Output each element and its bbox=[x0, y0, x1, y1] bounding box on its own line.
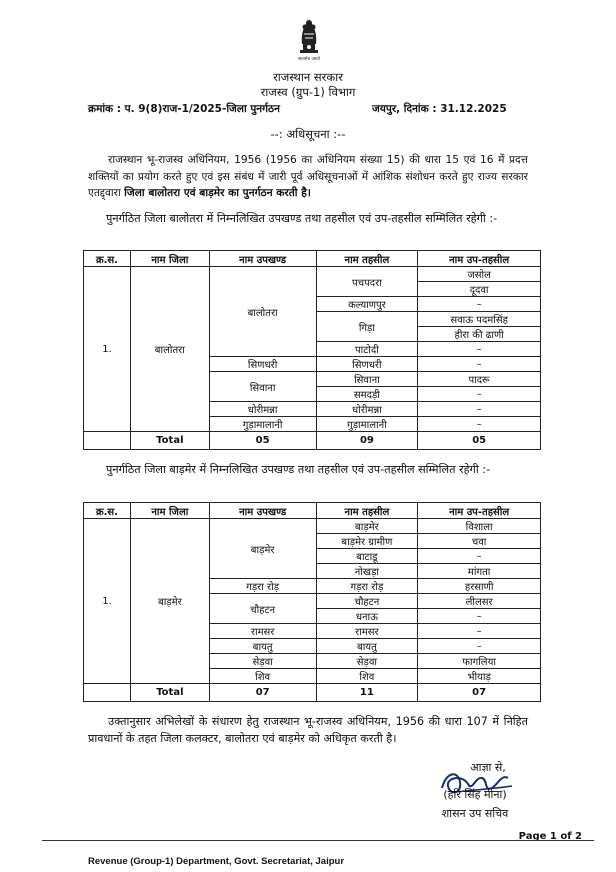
tehsil-cell: गिड़ा bbox=[316, 312, 418, 342]
subtehsil-cell: मांगता bbox=[418, 564, 541, 579]
notification-title: --: अधिसूचना :-- bbox=[270, 127, 346, 141]
tehsil-cell: बाटाडू bbox=[316, 549, 418, 564]
col-header: नाम उप-तहसील bbox=[418, 251, 541, 267]
place-date: जयपुर, दिनांक : 31.12.2025 bbox=[372, 103, 507, 115]
footer-divider bbox=[42, 840, 594, 841]
tehsil-cell: धोरीमन्ना bbox=[316, 402, 418, 417]
subtehsil-cell: विशाला bbox=[418, 519, 541, 534]
tehsil-cell: पचपदरा bbox=[316, 267, 418, 297]
subtehsil-cell: – bbox=[418, 639, 541, 654]
subtehsil-cell: दूदवा bbox=[418, 282, 541, 297]
table-balotra bbox=[83, 250, 541, 450]
subtehsil-cell: भीयाड़ bbox=[418, 669, 541, 684]
subdivision-cell: रामसर bbox=[209, 624, 316, 639]
tehsil-cell: बाड़मेर ग्रामीण bbox=[316, 534, 418, 549]
reference-number: क्रमांक : प. 9(8)राज-1/2025-जिला पुनर्गठन bbox=[88, 103, 280, 115]
col-header: नाम उपखण्ड bbox=[209, 251, 316, 267]
col-header: नाम जिला bbox=[130, 503, 209, 519]
tehsil-cell: रामसर bbox=[316, 624, 418, 639]
government-name: राजस्थान सरकार bbox=[273, 70, 343, 84]
subtehsil-cell: पादरू bbox=[418, 372, 541, 387]
subdivision-cell: सेड़वा bbox=[209, 654, 316, 669]
total-subdivisions: 05 bbox=[209, 432, 316, 450]
total-tehsils: 09 bbox=[316, 432, 418, 450]
subtehsil-cell: – bbox=[418, 357, 541, 372]
subtehsil-cell: – bbox=[418, 402, 541, 417]
subdivision-cell: धोरीमन्ना bbox=[209, 402, 316, 417]
tehsil-cell: धनाऊ bbox=[316, 609, 418, 624]
subdivision-cell: शिव bbox=[209, 669, 316, 684]
subtehsil-cell: लीलसर bbox=[418, 594, 541, 609]
preamble-bold: जिला बालोतरा एवं बाड़मेर का पुनर्गठन करती है। bbox=[124, 187, 311, 199]
total-blank bbox=[84, 684, 131, 702]
tehsil-cell: कल्याणपुर bbox=[316, 297, 418, 312]
col-header: क्र.स. bbox=[84, 503, 131, 519]
subtehsil-cell: – bbox=[418, 624, 541, 639]
subdivision-cell: बाड़मेर bbox=[209, 519, 316, 579]
by-order: आज्ञा से, bbox=[470, 761, 506, 774]
preamble-text: राजस्थान भू-राजस्व अधिनियम, 1956 (1956 का अधिनियम संख्या 15) की धारा 15 एवं 16 में प्रदत्त शक्तियों का प्रयोग करते हुए एवं इस संबंध में जारी पूर्व अधिसूचनाओं में आंशिक संशोधन करते हुए राज्य सरकार एतद्द्वारा bbox=[88, 154, 528, 199]
table1-intro: पुनर्गठित जिला बालोतरा में निम्नलिखित उपखण्ड तथा तहसील एवं उप-तहसील सम्मिलित रहेगी :- bbox=[106, 212, 498, 225]
subtehsil-cell: – bbox=[418, 387, 541, 402]
total-label: Total bbox=[130, 684, 209, 702]
col-header: नाम उप-तहसील bbox=[418, 503, 541, 519]
total-subtehsils: 07 bbox=[418, 684, 541, 702]
subtehsil-cell: फागलिया bbox=[418, 654, 541, 669]
page-number: Page 1 of 2 bbox=[518, 831, 582, 842]
department-name: राजस्व (ग्रुप-1) विभाग bbox=[260, 85, 356, 99]
subtehsil-cell: – bbox=[418, 417, 541, 432]
subdivision-cell: गुड़ामालानी bbox=[209, 417, 316, 432]
total-subdivisions: 07 bbox=[209, 684, 316, 702]
signatory-name: (हरि सिंह मीना) bbox=[443, 788, 507, 801]
footer-text: Revenue (Group-1) Department, Govt. Secretariat, Jaipur bbox=[88, 856, 345, 867]
serial-cell: 1. bbox=[84, 519, 131, 684]
tehsil-cell: चौहटन bbox=[316, 594, 418, 609]
tehsil-cell: समदड़ी bbox=[316, 387, 418, 402]
subdivision-cell: बायतु bbox=[209, 639, 316, 654]
subtehsil-cell: – bbox=[418, 342, 541, 357]
total-blank bbox=[84, 432, 131, 450]
table-barmer bbox=[83, 502, 541, 702]
subtehsil-cell: हरसाणी bbox=[418, 579, 541, 594]
svg-text:सत्यमेव जयते: सत्यमेव जयते bbox=[297, 57, 321, 62]
district-cell: बालोतरा bbox=[130, 267, 209, 432]
tehsil-cell: गड़रा रोड़ bbox=[316, 579, 418, 594]
subdivision-cell: सिवाना bbox=[209, 372, 316, 402]
tehsil-cell: सिवाना bbox=[316, 372, 418, 387]
subtehsil-cell: – bbox=[418, 297, 541, 312]
ashoka-emblem-icon bbox=[289, 14, 329, 62]
table2-intro: पुनर्गठित जिला बाड़मेर में निम्नलिखित उपखण्ड तथा तहसील एवं उप-तहसील सम्मिलित रहेगी :- bbox=[106, 463, 491, 476]
col-header: नाम उपखण्ड bbox=[209, 503, 316, 519]
col-header: नाम जिला bbox=[130, 251, 209, 267]
tehsil-cell: बाड़मेर bbox=[316, 519, 418, 534]
subtehsil-cell: चवा bbox=[418, 534, 541, 549]
preamble-paragraph bbox=[88, 152, 528, 202]
subdivision-cell: गड़रा रोड़ bbox=[209, 579, 316, 594]
total-tehsils: 11 bbox=[316, 684, 418, 702]
district-cell: बाड़मेर bbox=[130, 519, 209, 684]
col-header: नाम तहसील bbox=[316, 503, 418, 519]
subdivision-cell: बालोतरा bbox=[209, 267, 316, 357]
col-header: क्र.स. bbox=[84, 251, 131, 267]
closing-paragraph: उक्तानुसार अभिलेखों के संधारण हेतु राजस्थान भू-राजस्व अधिनियम, 1956 की धारा 107 में निहित प्रावधानों के तहत जिला कलक्टर, बालोतरा एवं बाड़मेर को अधिकृत करती है। bbox=[88, 715, 528, 745]
subtehsil-cell: – bbox=[418, 549, 541, 564]
subtehsil-cell: हीरा की ढाणी bbox=[418, 327, 541, 342]
total-label: Total bbox=[130, 432, 209, 450]
tehsil-cell: सिणधरी bbox=[316, 357, 418, 372]
signatory-designation: शासन उप सचिव bbox=[441, 807, 509, 820]
tehsil-cell: नोखड़ा bbox=[316, 564, 418, 579]
tehsil-cell: बायतु bbox=[316, 639, 418, 654]
tehsil-cell: शिव bbox=[316, 669, 418, 684]
col-header: नाम तहसील bbox=[316, 251, 418, 267]
subtehsil-cell: जसोल bbox=[418, 267, 541, 282]
subdivision-cell: सिणधरी bbox=[209, 357, 316, 372]
serial-cell: 1. bbox=[84, 267, 131, 432]
total-subtehsils: 05 bbox=[418, 432, 541, 450]
tehsil-cell: गुड़ामालानी bbox=[316, 417, 418, 432]
subtehsil-cell: सवाऊ पदमसिंह bbox=[418, 312, 541, 327]
tehsil-cell: सेड़वा bbox=[316, 654, 418, 669]
subdivision-cell: चौहटन bbox=[209, 594, 316, 624]
subtehsil-cell: – bbox=[418, 609, 541, 624]
tehsil-cell: पाटोदी bbox=[316, 342, 418, 357]
